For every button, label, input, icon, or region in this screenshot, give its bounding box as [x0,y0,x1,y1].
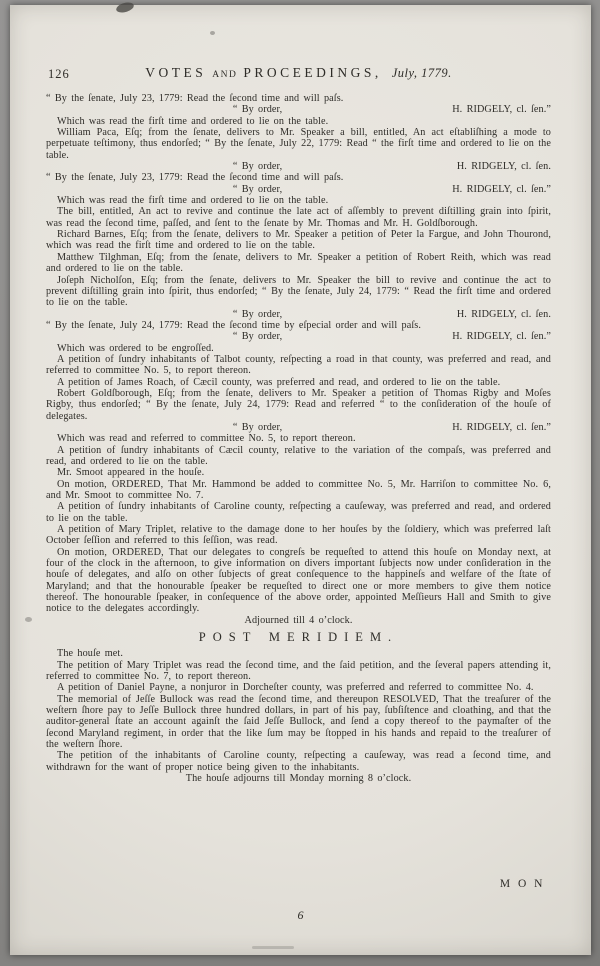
paragraph: On motion, ORDERED, That Mr. Hammond be added to committee No. 5, Mr. Harriſon to committee No. 6, and Mr. Smoot to committee No. 7. [46,478,551,502]
paragraph: The houſe adjourns till Monday morning 8 o’clock. [185,772,412,784]
paragraph: Which was read and referred to committee No. 5, to report thereon. [57,433,356,445]
clerk-signature: H. RIDGELY, cl. ſen.” [452,183,551,195]
paragraph: A petition of Daniel Payne, a nonjuror in Dorcheſter county, was preferred and referred to committee No. 4. [57,682,534,694]
paragraph: Matthew Tilghman, Eſq; from the ſenate, delivers to Mr. Speaker a petition of Robert Reith, which was read and ordered to lie on the table. [46,251,551,275]
by-order-label: “ By order, [232,421,283,433]
paragraph: The petition of Mary Triplet was read the ſecond time, and the ſaid petition, and the ſeveral papers attending it, referred to committee No. 7, to report thereon. [46,659,551,682]
paragraph: The petition of the inhabitants of Caroline county, reſpecting a cauſeway, was read a ſecond time, and withdrawn for the want of proper notice being given to the inhabitants. [46,750,551,773]
catchword: M O N [499,878,545,890]
paragraph [46,422,551,433]
paragraph: Adjourned till 4 o’clock. [244,614,353,626]
paragraph: The bill, entitled, An act to revive and continue the late act of aſſembly to prevent diſtilling grain into ſpirit, was read the ſecond time, paſſed, and ſent to the ſenate by Mr. Thomas and Mr. H. Goldſborough. [46,206,551,229]
by-order-label: “ By order, [232,104,283,116]
paragraph [46,331,551,342]
paragraph: “ By the ſenate, July 23, 1779: Read the ſecond time and will paſs. [46,172,344,184]
page-header [46,64,551,84]
ink-smudge [210,31,215,35]
signature-mark: 6 [297,908,304,922]
paragraph: Robert Goldſborough, Eſq; from the ſenate, delivers to Mr. Speaker a petition of Thomas Rigby and Moſes Rigby, thus endorſed; “ By the ſenate, July 24, 1779: Read and referred “ to the conſideration of the houſe of delegates. [46,387,551,422]
paragraph: Mr. Smoot appeared in the houſe. [57,467,205,479]
paragraph: “ By the ſenate, July 23, 1779: Read the ſecond time and will paſs. [46,93,344,104]
by-order-label: “ By order, [232,308,283,320]
section-heading: POST MERIDIEM. [198,630,399,645]
page-title [46,64,551,82]
paragraph: A petition of James Roach, of Cæcil county, was preferred and read, and ordered to lie on the table. [57,376,501,388]
paragraph: A petition of ſundry inhabitants of Talbot county, reſpecting a road in that county, was preferred and read, and referred to committee No. 5, to report thereon. [46,353,551,377]
ink-smudge [115,1,135,14]
title-proceedings: PROCEEDINGS, [243,65,382,80]
document-page [10,5,591,955]
clerk-signature: H. RIDGELY, cl. ſen. [456,308,551,320]
paragraph: The memorial of Jeſſe Bullock was read the ſecond time, and thereupon RESOLVED, That the treaſurer of the weſtern ſhore pay to Jeſſe Bullock three hundred dollars, in part of his pay, ſubſiſtence and cloathing, and that the auditor-general ſtate an account againſt the ſaid Jeſſe Bullock, and ſend a copy thereof to the paymaſter of the ſecond Maryland regiment, in order that the like ſum may be ſtopped in his hands and repaid to the treaſurer of the weſtern ſhore. [46,693,551,750]
paragraph: On motion, ORDERED, That our delegates to congreſs be requeſted to attend this houſe on Monday next, at four of the clock in the afternoon, to give information on divers important ſubjects now under conſideration in the houſe of delegates, and alſo on other ſubjects of great conſequence to the happineſs and welfare of the ſtate of Maryland; and that the honourable ſpeaker be requeſted to direct one or more members to give them notice thereof. The honourable ſpeaker, in conſequence of the above order, appointed Meſſieurs Hall and Smith to give notice to the delegates accordingly. [46,546,551,615]
paragraph: Which was read the firſt time and ordered to lie on the table. [57,195,329,207]
paragraph: A petition of ſundry inhabitants of Cæcil county, relative to the variation of the compaſs, was preferred and read, and ordered to lie on the table. [46,444,551,467]
clerk-signature: H. RIDGELY, cl. ſen.” [452,104,551,116]
paragraph: A petition of Mary Triplet, relative to the damage done to her houſes by the ſoldiery, which was preferred laſt October ſeſſion and referred to this ſeſſion, was read. [46,524,551,547]
by-order-label: “ By order, [232,331,283,343]
clerk-signature: H. RIDGELY, cl. ſen.” [452,421,551,433]
by-order-label: “ By order, [232,183,283,195]
title-date: July, 1779. [391,66,452,80]
ink-smudge [252,946,294,949]
ink-smudge [25,617,32,622]
paragraph: A petition of ſundry inhabitants of Caroline county, reſpecting a cauſeway, was preferred and read, and ordered to lie on the table. [46,501,551,524]
paragraph [46,184,551,195]
paragraph: Which was ordered to be engroſſed. [57,342,214,354]
paragraph [46,161,551,172]
page-body [46,93,551,784]
clerk-signature: H. RIDGELY, cl. ſen. [456,161,551,173]
title-votes: VOTES [145,65,207,80]
paragraph: William Paca, Eſq; from the ſenate, delivers to Mr. Speaker a bill, entitled, An act eſtabliſhing a mode to perpetuate teſtimony, thus endorſed; “ By the ſenate, July 22, 1779: Read “ the firſt time and ordered to lie on the table. [46,127,551,161]
paragraph: Which was read the firſt time and ordered to lie on the table. [57,115,329,127]
paragraph [46,309,551,320]
paragraph: The houſe met. [57,648,123,660]
title-and: AND [212,70,238,80]
paragraph: “ By the ſenate, July 24, 1779: Read the ſecond time by eſpecial order and will paſs. [46,319,422,331]
page-number: 126 [48,67,70,81]
paragraph: Richard Barnes, Eſq; from the ſenate, delivers to Mr. Speaker a petition of Peter la Fargue, and John Thourond, which was read the firſt time and ordered to lie on the table. [46,229,551,252]
paragraph [46,104,551,115]
clerk-signature: H. RIDGELY, cl. ſen.” [452,331,551,343]
paragraph: Joſeph Nicholſon, Eſq; from the ſenate, delivers to Mr. Speaker the bill to revive and continue the act to prevent diſtilling grain into ſpirit, thus endorſed; “ By the ſenate, July 24, 1779: “ Read the firſt time and ordered to lie on the table. [46,274,551,309]
by-order-label: “ By order, [232,161,283,173]
